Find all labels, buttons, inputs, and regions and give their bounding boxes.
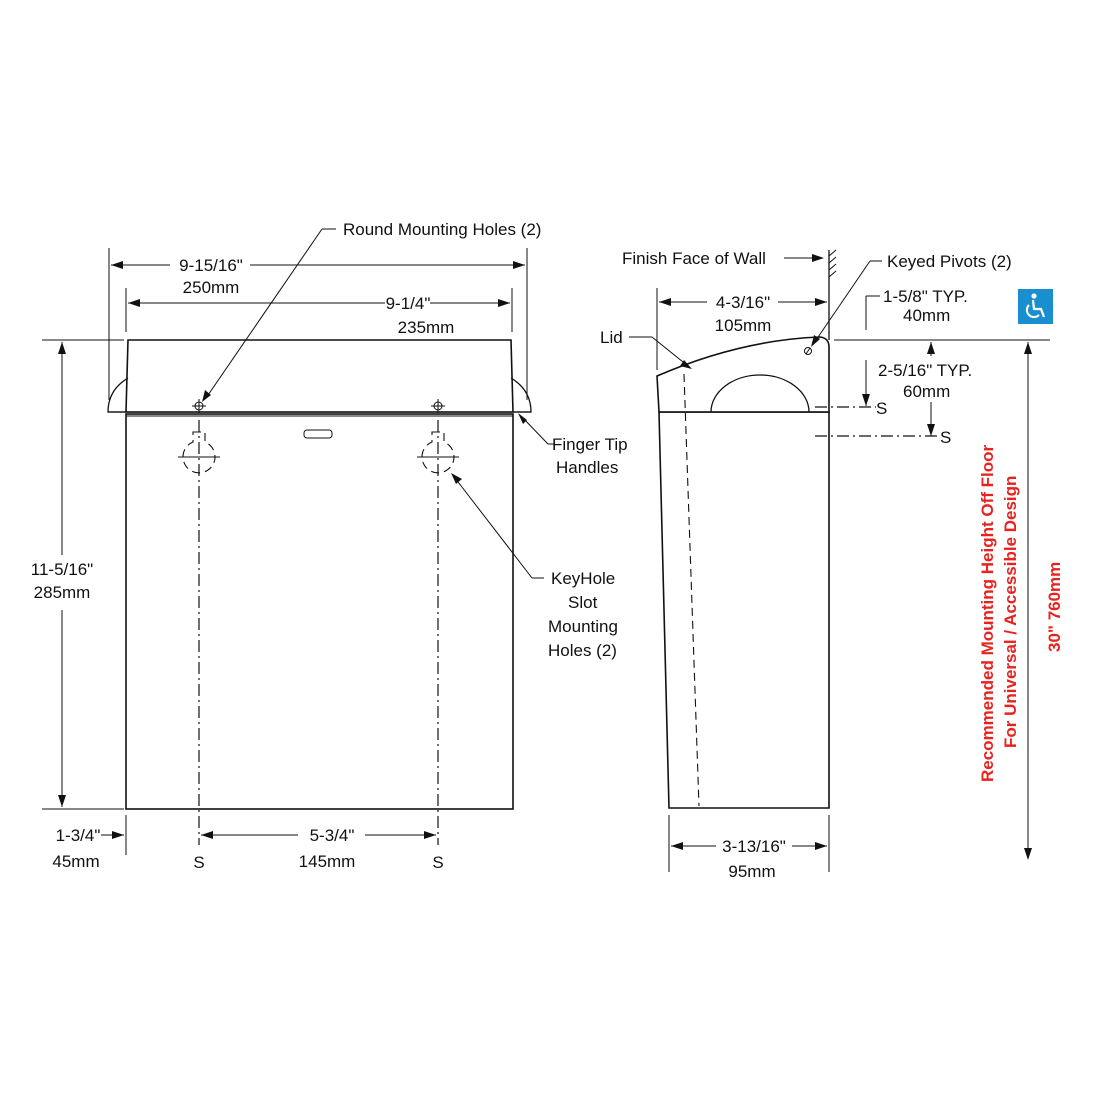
side-body (659, 412, 829, 808)
wheelchair-accessibility-icon (1018, 289, 1053, 324)
front-view (31, 220, 628, 872)
finger-tip-label-1: Finger Tip (552, 435, 628, 454)
height-mm: 285mm (33, 583, 91, 602)
overall-width-in: 9-15/16" (179, 256, 243, 275)
front-lid (126, 340, 513, 412)
mounting-note-line-1: Recommended Mounting Height Off Floor (978, 444, 997, 782)
mounting-note-line-2: For Universal / Accessible Design (1001, 475, 1020, 748)
s-mark-lower: S (940, 428, 952, 447)
keyhole-label-2: Slot (568, 593, 598, 612)
body-width-mm: 235mm (397, 318, 455, 337)
spacing-in: 5-3/4" (309, 826, 355, 845)
pivot-drop-in: 1-5/8" TYP. (883, 287, 968, 306)
height-in: 11-5/16" (30, 560, 94, 579)
mounting-height-value: 30" 760mm (1045, 561, 1064, 652)
keyhole-label-1: KeyHole (551, 569, 616, 588)
s-mark-left: S (193, 853, 205, 872)
keyhole-label-3: Mounting (548, 617, 618, 636)
finger-tip-handle-right (511, 378, 531, 412)
offset-in: 1-3/4" (55, 826, 101, 845)
bottom-depth-mm: 95mm (728, 862, 776, 881)
top-depth-mm: 105mm (714, 316, 772, 335)
top-depth-in: 4-3/16" (715, 293, 771, 312)
body-width-in: 9-1/4" (385, 294, 431, 313)
lid-label: Lid (600, 328, 623, 347)
s-mark-upper: S (876, 399, 888, 418)
s-mark-right: S (432, 853, 444, 872)
pivot-drop-mm: 40mm (903, 306, 951, 325)
overall-width-mm: 250mm (182, 278, 240, 297)
finish-face-label: Finish Face of Wall (622, 249, 766, 268)
wall-hatch (829, 250, 836, 277)
round-holes-label: Round Mounting Holes (2) (343, 220, 542, 239)
finger-tip-label-2: Handles (556, 458, 619, 477)
spacing-mm: 145mm (298, 852, 356, 871)
keyed-pivots-label: Keyed Pivots (2) (887, 252, 1012, 271)
mounting-height (978, 289, 1064, 860)
side-lid (657, 337, 829, 412)
slot-drop-mm: 60mm (903, 382, 951, 401)
bottom-depth-in: 3-13/16" (722, 837, 786, 856)
offset-mm: 45mm (52, 852, 100, 871)
front-body (126, 414, 513, 809)
slot-drop-in: 2-5/16" TYP. (878, 361, 973, 380)
keyhole-label-4: Holes (2) (548, 641, 617, 660)
finger-tip-handle-left (108, 378, 128, 412)
